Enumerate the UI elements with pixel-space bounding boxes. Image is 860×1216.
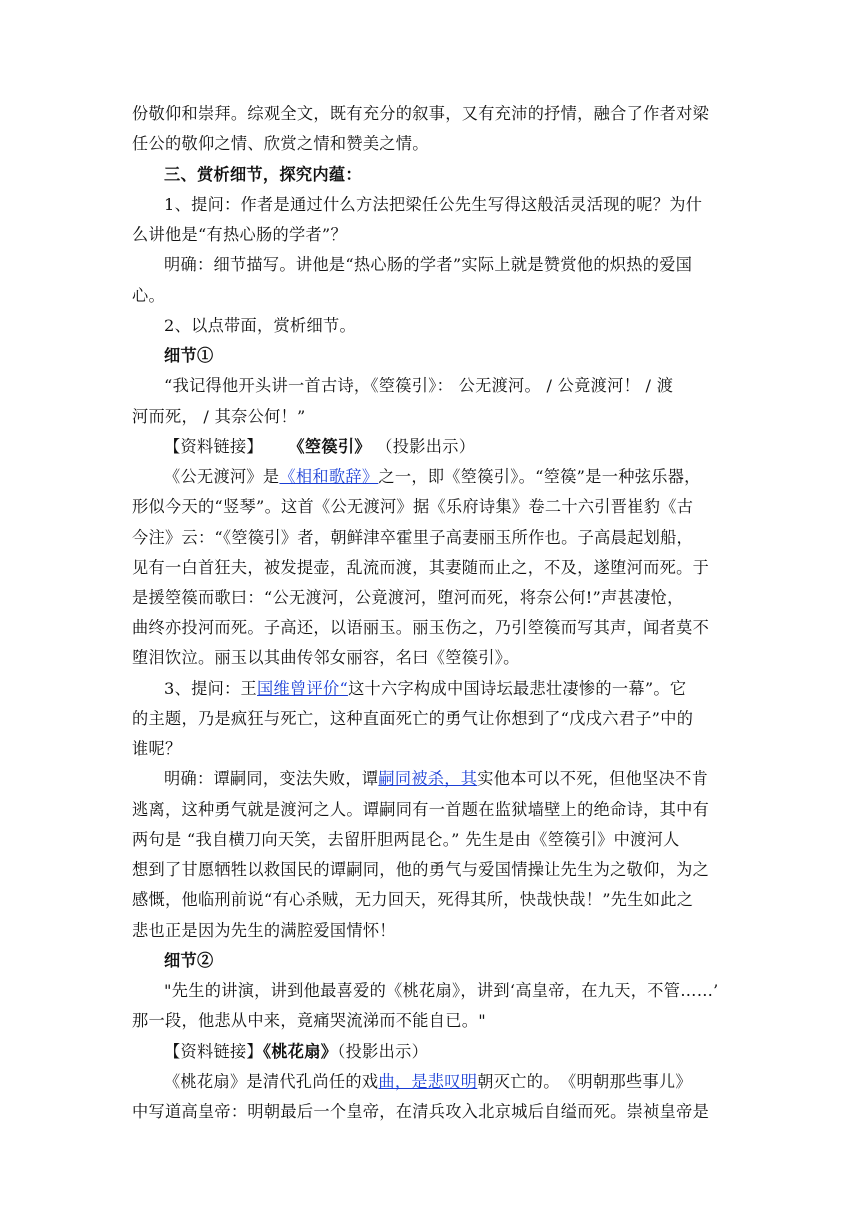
resource-link-line	[164, 436, 475, 458]
text-line: 谁呢？	[132, 739, 182, 758]
text-span: 这十六字构成中国诗坛最悲壮凄惨的一幕”。它	[348, 679, 687, 698]
text-line: 悲也正是因为先生的满腔爱国情怀！	[132, 921, 396, 940]
text-line: 中写道高皇帝：明朝最后一个皇帝，在清兵攻入北京城后自缢而死。崇祯皇帝是	[132, 1102, 710, 1121]
text-line: 堕泪饮泣。丽玉以其曲传邻女丽容，名曰《箜篌引》。	[132, 648, 520, 667]
hyperlink-xianghe-geci[interactable]: 《相和歌辞》	[279, 467, 379, 486]
text-line: 想到了甘愿牺牲以救国民的谭嗣同，他的勇气与爱国情操让先生为之敬仰，为之	[132, 860, 710, 879]
text-line: 感慨，他临刑前说“有心杀贼，无力回天，死得其所，快哉快哉！”先生如此之	[132, 890, 694, 909]
text-line: 今注》云：“《箜篌引》者，朝鲜津卒霍里子高妻丽玉所作也。子高晨起划船，	[132, 528, 694, 547]
resource-title: 《箜篌引》	[288, 437, 371, 456]
text-span: 实他本可以不死，但他坚决不肯	[477, 769, 709, 788]
projection-note: （投影出示）	[337, 1042, 429, 1061]
text-line	[164, 768, 708, 790]
resource-title: 《桃花扇》	[262, 1042, 338, 1061]
text-line	[164, 466, 701, 488]
resource-link-label: 【资料链接】	[164, 1042, 263, 1061]
text-line: 明确：细节描写。讲他是“热心肠的学者”实际上就是赞赏他的炽热的爱国	[164, 255, 693, 274]
detail-heading-2: 细节②	[164, 951, 214, 970]
text-line: 么讲他是“有热心肠的学者”？	[132, 225, 347, 244]
section-heading: 三、赏析细节，探究内蕴：	[164, 165, 362, 184]
text-line: 的主题，乃是疯狂与死亡，这种直面死亡的勇气让你想到了“戊戌六君子”中的	[132, 709, 694, 728]
resource-link-line	[164, 1041, 428, 1063]
text-line: 那一段，他悲从中来，竟痛哭流涕而不能自已。"	[132, 1011, 486, 1030]
text-span: 明确：谭嗣同，变法失败，谭	[164, 769, 379, 788]
text-line: 份敬仰和崇拜。综观全文，既有充分的叙事，又有充沛的抒情，融合了作者对梁	[132, 104, 710, 123]
hyperlink-wang-guowei[interactable]: 国维曾评价“	[257, 679, 349, 698]
text-line: 河而死， / 其奈公何！”	[132, 407, 306, 426]
text-line: 心。	[132, 286, 165, 305]
text-span: 《桃花扇》是清代孔尚任的戏	[164, 1072, 379, 1091]
projection-note: （投影出示）	[376, 437, 476, 456]
text-line: 曲终亦投河而死。子高还，以语丽玉。丽玉伤之，乃引箜篌而写其声，闻者莫不	[132, 618, 710, 637]
text-line: 任公的敬仰之情、欣赏之情和赞美之情。	[132, 134, 429, 153]
text-span: 之一，即《箜篌引》。“箜篌”是一种弦乐器，	[378, 467, 701, 486]
text-span: 朝灭亡的。 《明朝那些事儿》	[477, 1072, 692, 1091]
text-span: 3、提问：王	[164, 679, 258, 698]
text-line	[164, 1071, 692, 1093]
detail-heading-1: 细节①	[164, 346, 214, 365]
text-line: 两句是 “我自横刀向天笑，去留肝胆两昆仑。” 先生是由《箜篌引》中渡河人	[132, 830, 680, 849]
text-line: “我记得他开头讲一首古诗，《箜篌引》： 公无渡河。 / 公竟渡河！ / 渡	[164, 376, 674, 395]
hyperlink-tan-sitong[interactable]: 嗣同被杀，其	[378, 769, 478, 788]
resource-link-label: 【资料链接】	[164, 437, 263, 456]
hyperlink-beitan-ming[interactable]: 曲，是悲叹明	[378, 1072, 478, 1091]
text-line: 形似今天的“竖琴”。这首《公无渡河》据《乐府诗集》卷二十六引晋崔豹《古	[132, 497, 694, 516]
text-line: 见有一白首狂夫，被发提壶，乱流而渡，其妻随而止之，不及，遂堕河而死。于	[132, 558, 710, 577]
text-line: "先生的讲演，讲到他最喜爱的《桃花扇》，讲到‘高皇帝，在九天，不管……’	[164, 981, 719, 1000]
text-line	[164, 678, 686, 700]
text-span: 《公无渡河》是	[164, 467, 280, 486]
text-line: 1、提问：作者是通过什么方法把梁任公先生写得这般活灵活现的呢？为什	[164, 195, 703, 214]
text-line: 2、以点带面，赏析细节。	[164, 316, 356, 335]
text-line: 是援箜篌而歌曰：“公无渡河，公竟渡河，堕河而死，将奈公何!”声甚凄怆，	[132, 588, 684, 607]
text-line: 逃离，这种勇气就是渡河之人。谭嗣同有一首题在监狱墙壁上的绝命诗，其中有	[132, 800, 710, 819]
